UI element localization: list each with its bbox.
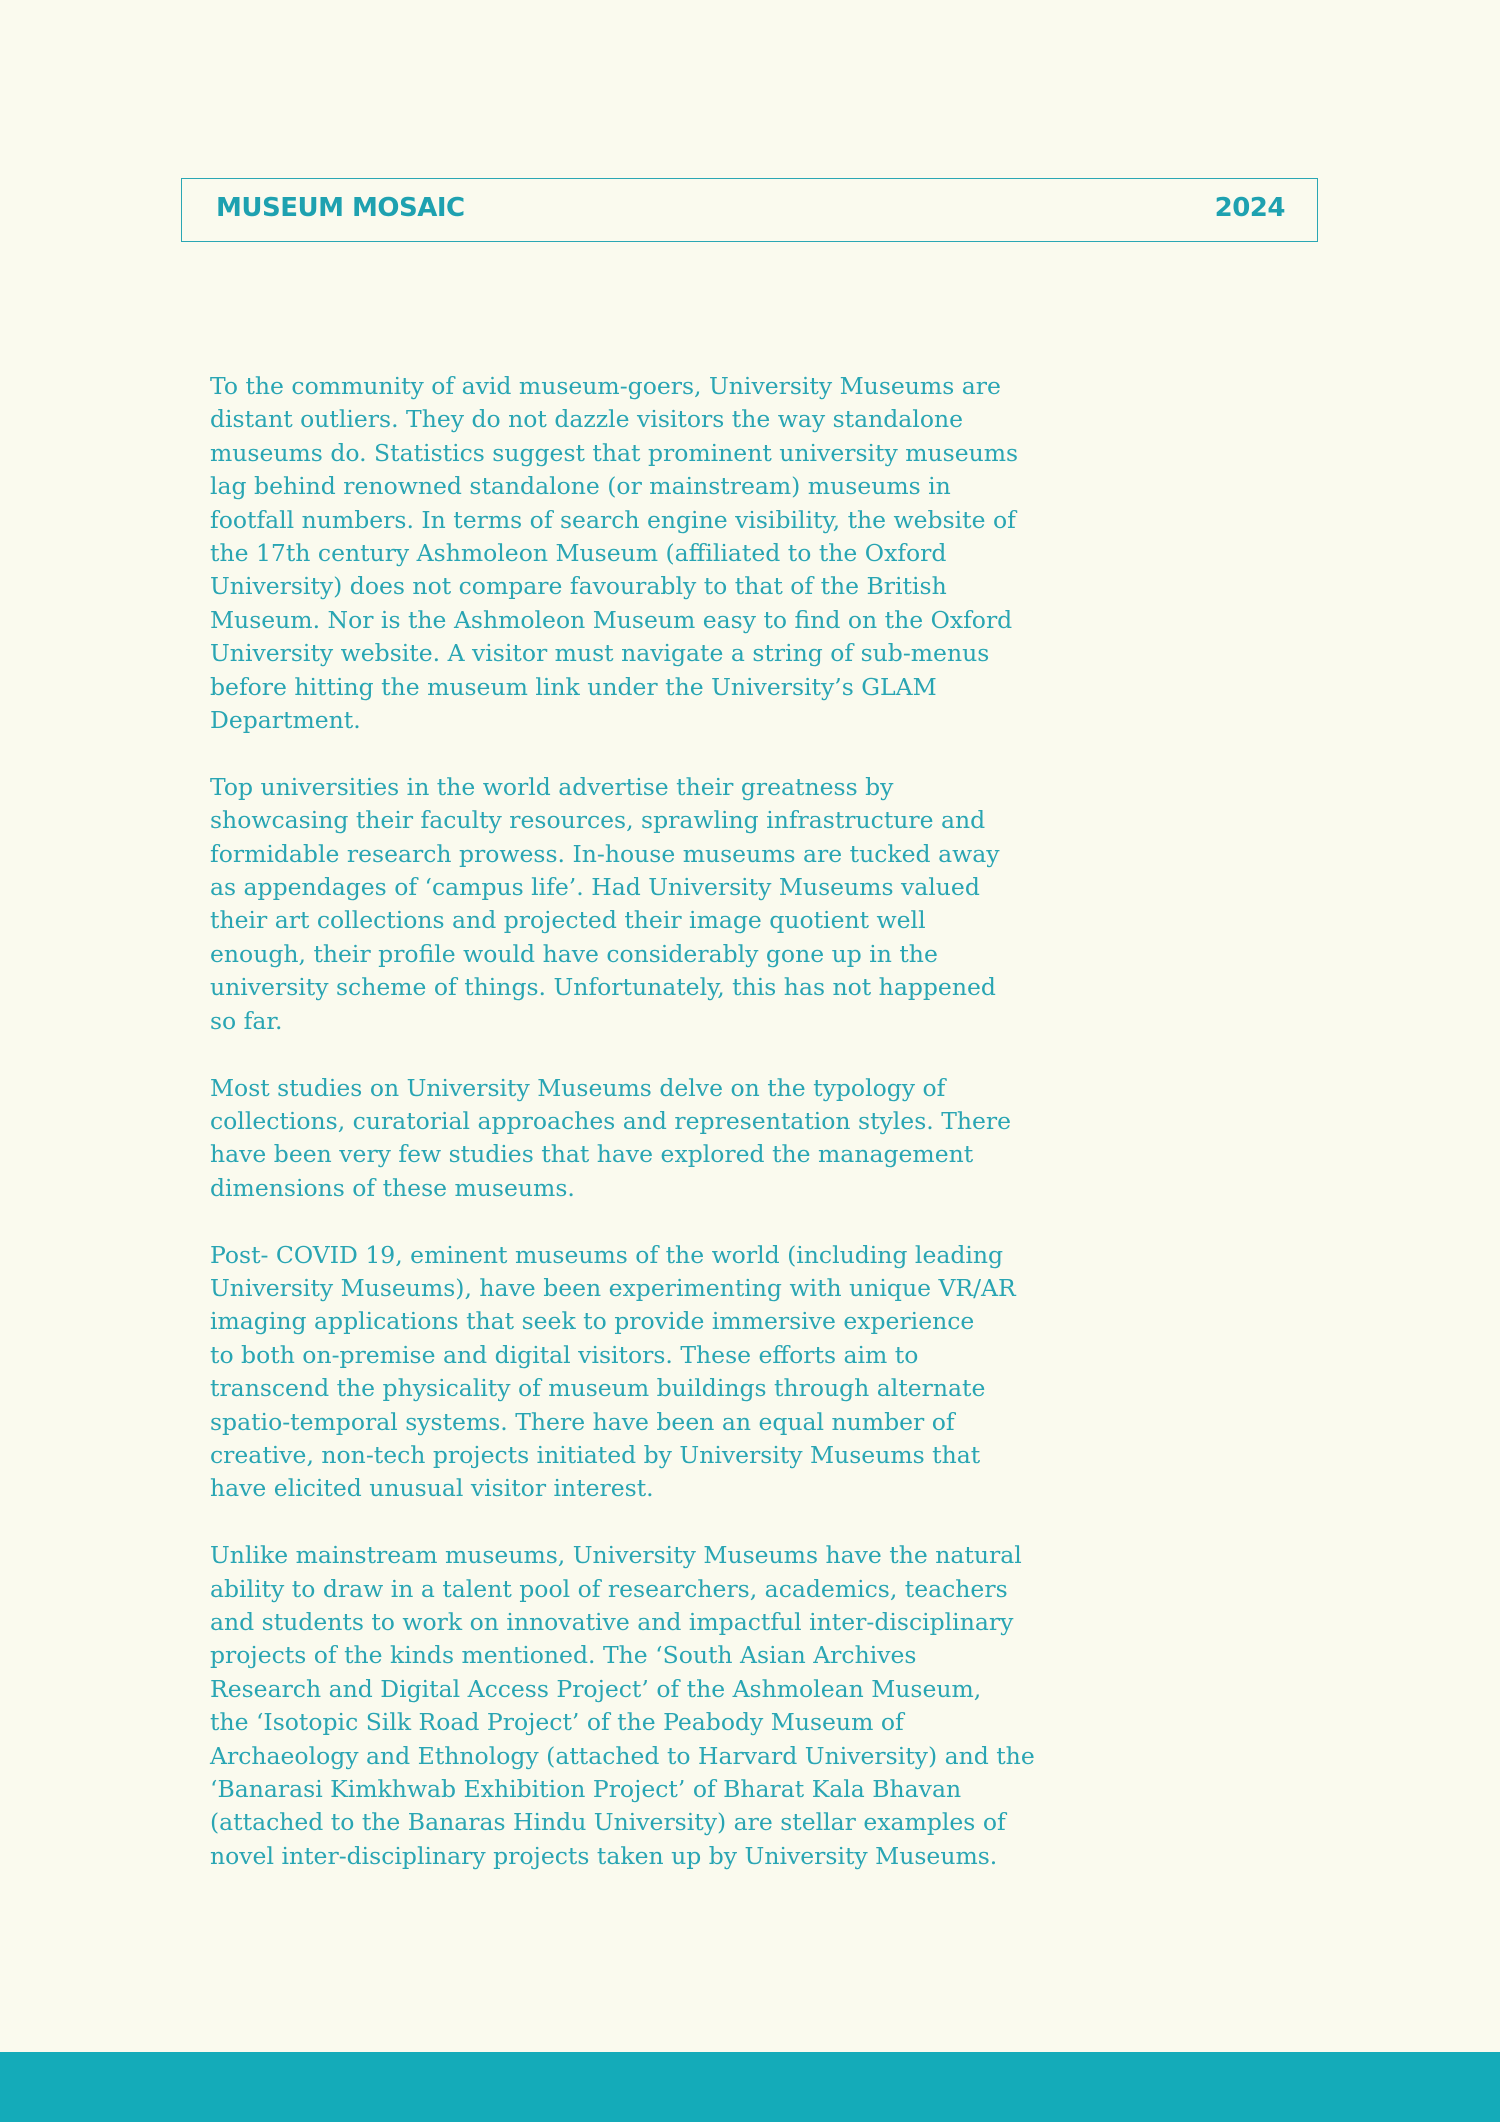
publication-title: MUSEUM MOSAIC xyxy=(216,193,465,223)
publication-year: 2024 xyxy=(1214,193,1285,223)
footer-bar xyxy=(0,2052,1500,2122)
article-paragraph: Top universities in the world advertise their greatness by showcasing their faculty resources, sprawling infrastructure and formidable research prowess. In-house museums are tucked away as appendages of ‘campus life’. Had University Museums valued their art collections and projected their image quotient well enough, their profile would have considerably gone up in the university scheme of things. Unfortunately, this has not happened so far. xyxy=(210,772,1000,1035)
article-paragraph: Post- COVID 19, eminent museums of the world (including leading University Museums), have been experimenting with unique VR/AR imaging applications that seek to provide immersive experience to both on-premise and digital visitors. These efforts aim to transcend the physicality of museum buildings through alternate spatio-temporal systems. There have been an equal number of creative, non-tech projects initiated by University Museums that have elicited unusual visitor interest. xyxy=(210,1240,1016,1503)
article-body xyxy=(210,370,1090,1907)
article-paragraph: Most studies on University Museums delve on the typology of collections, curatorial approaches and representation styles. There have been very few studies that have explored the management dimensions of these museums. xyxy=(210,1073,1012,1202)
article-paragraph: Unlike mainstream museums, University Museums have the natural ability to draw in a talent pool of researchers, academics, teachers and students to work on innovative and impactful inter-disciplinary projects of the kinds mentioned. The ‘South Asian Archives Research and Digital Access Project’ of the Ashmolean Museum, the ‘Isotopic Silk Road Project’ of the Peabody Museum of Archaeology and Ethnology (attached to Harvard University) and the ‘Banarasi Kimkhwab Exhibition Project’ of Bharat Kala Bhavan (attached to the Banaras Hindu University) are stellar examples of novel inter-disciplinary projects taken up by University Museums. xyxy=(210,1541,1035,1870)
masthead-box xyxy=(181,178,1318,242)
article-paragraph: To the community of avid museum-goers, University Museums are distant outliers. They do not dazzle visitors the way standalone museums do. Statistics suggest that prominent university museums lag behind renowned standalone (or mainstream) museums in footfall numbers. In terms of search engine visibility, the website of the 17th century Ashmoleon Museum (affiliated to the Oxford University) does not compare favourably to that of the British Museum. Nor is the Ashmoleon Museum easy to find on the Oxford University website. A visitor must navigate a string of sub-menus before hitting the museum link under the University’s GLAM Department. xyxy=(210,372,1019,735)
